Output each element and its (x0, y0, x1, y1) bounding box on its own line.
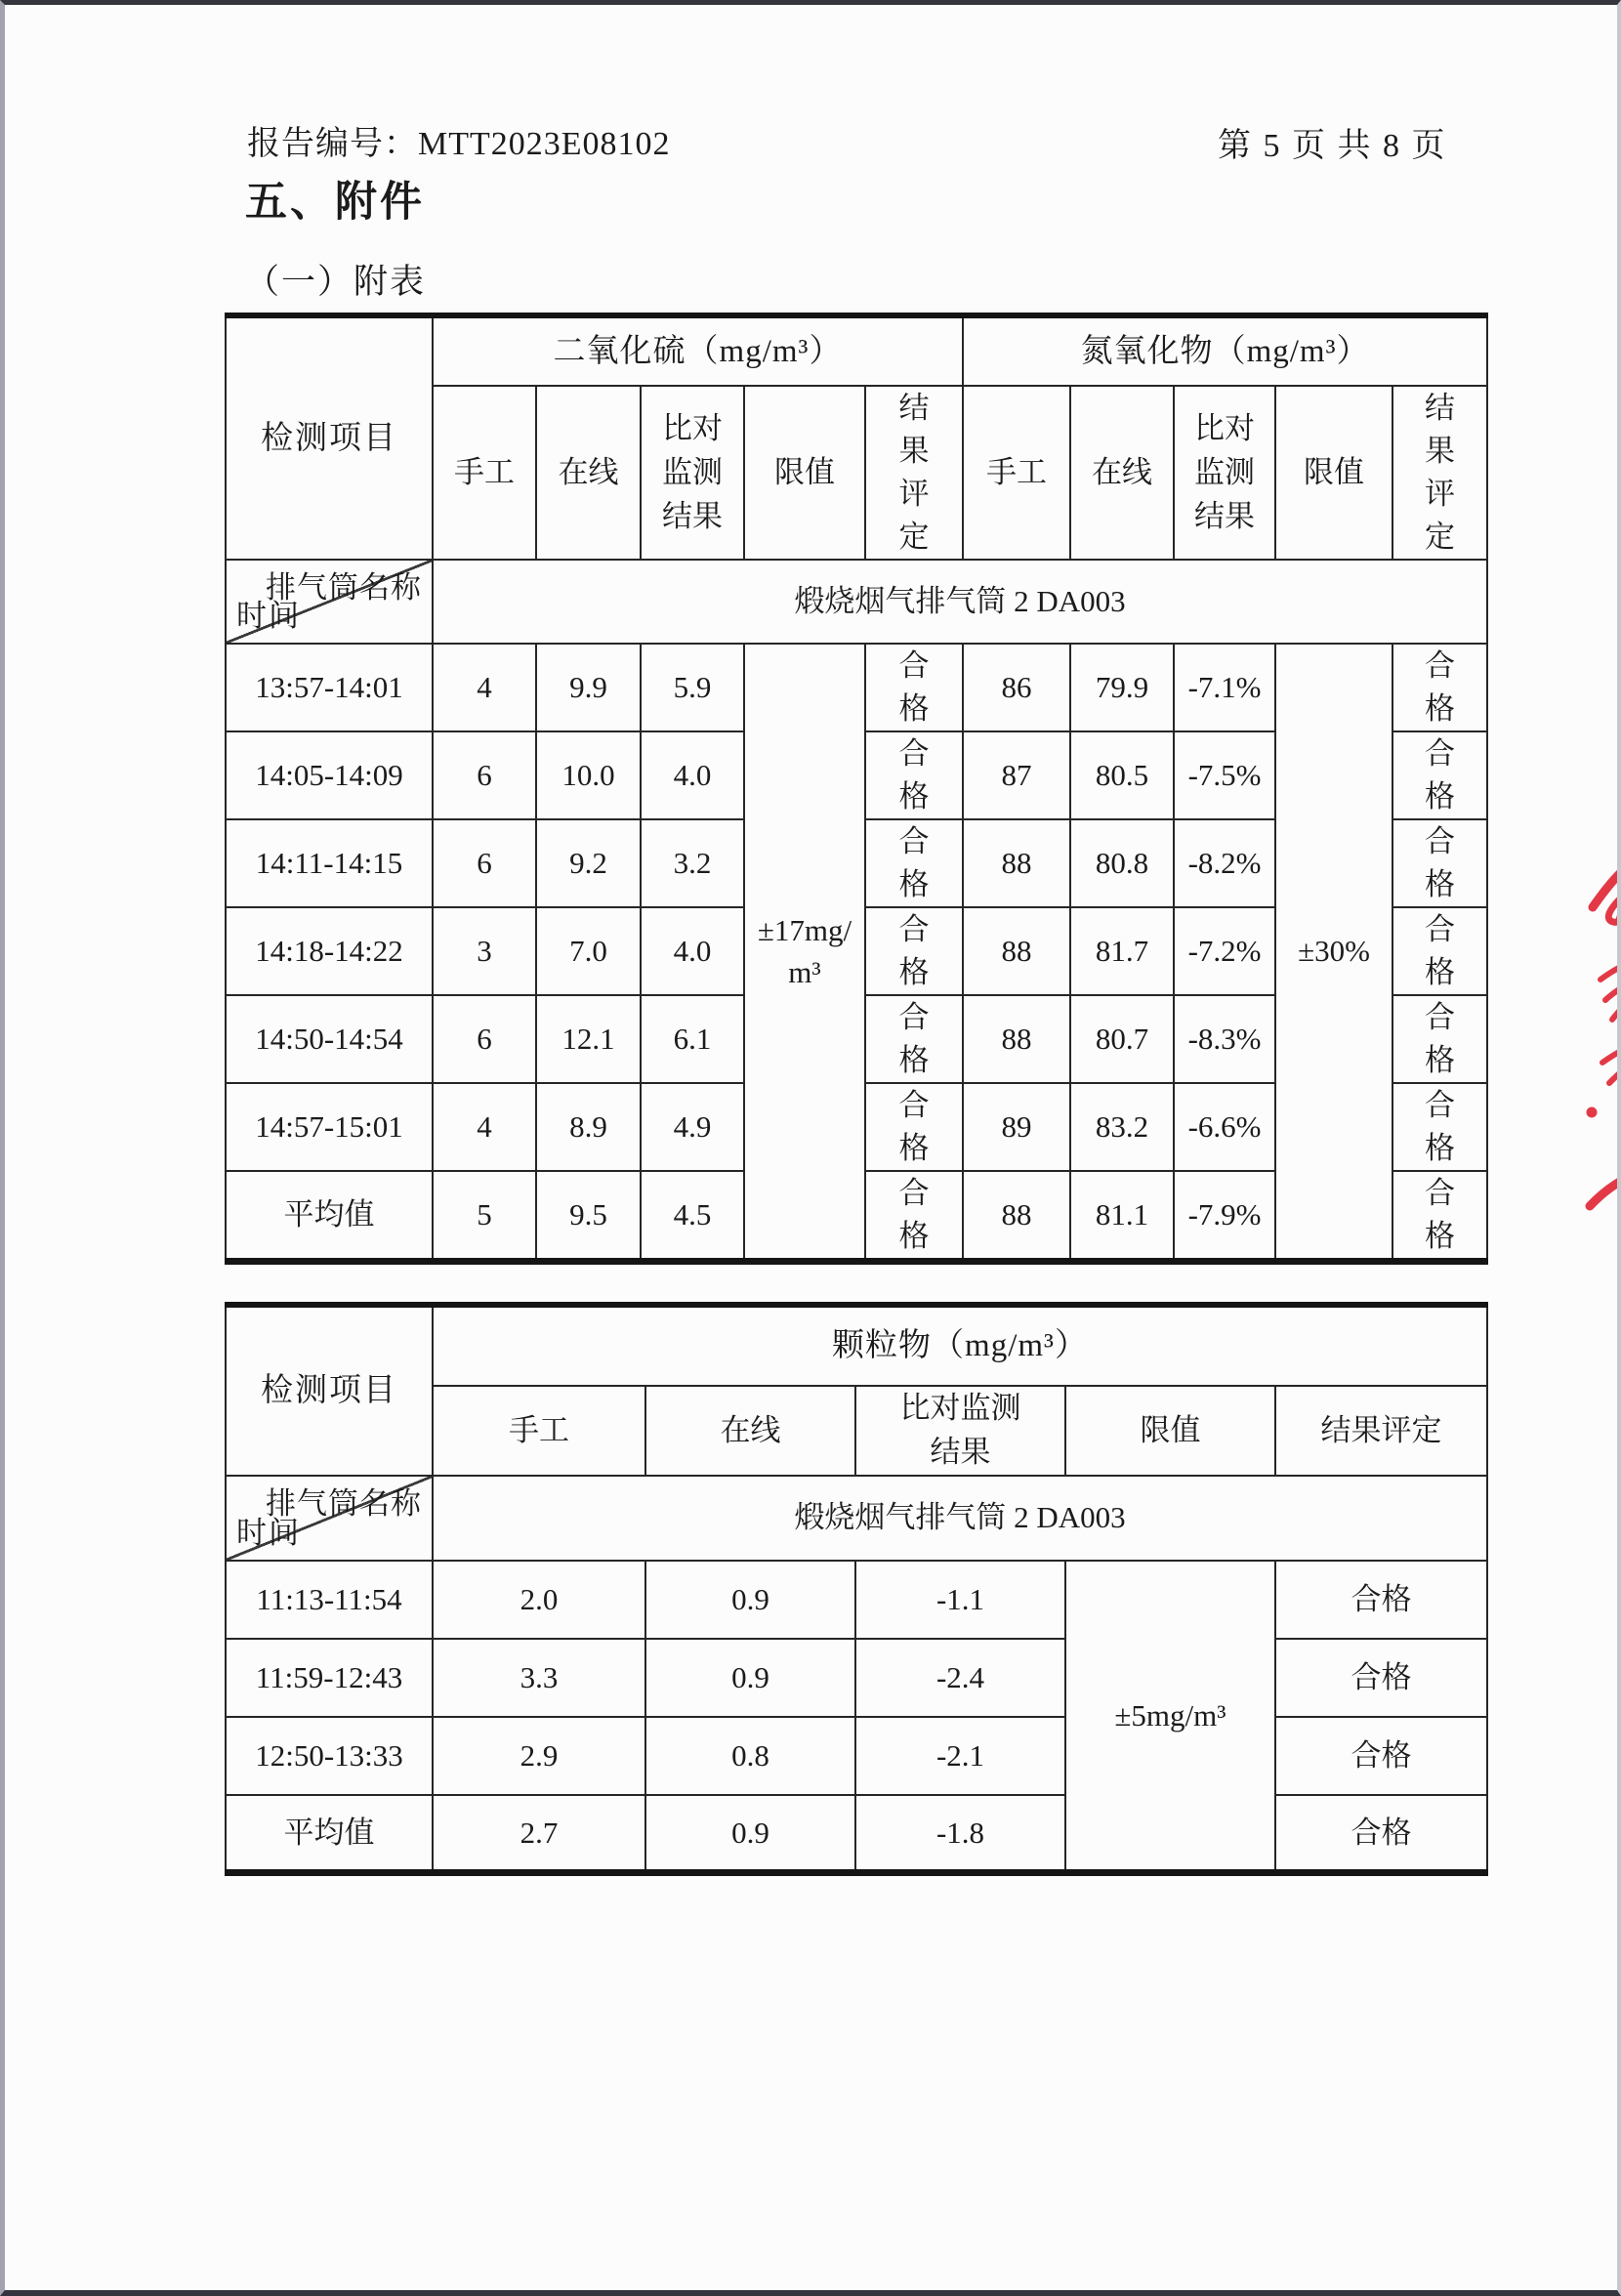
table-row (226, 1305, 1487, 1386)
col-header-manual: 手工 (433, 1386, 645, 1476)
cell-result: 合格 (1275, 1795, 1487, 1873)
cell-time: 13:57-14:01 (226, 644, 433, 731)
result-label: 合格 (1425, 824, 1456, 902)
cell-so2-result (865, 1083, 963, 1171)
result-label: 合格 (898, 912, 930, 990)
corner-label-stack-name: 排气筒名称 (266, 1485, 422, 1521)
cell-manual: 2.7 (433, 1795, 645, 1873)
col-header-result-label: 结果评定 (898, 391, 930, 555)
cell-diff: -2.1 (855, 1717, 1065, 1795)
cell-nox-online: 83.2 (1070, 1083, 1174, 1171)
cell-nox-online: 80.8 (1070, 819, 1174, 907)
item-header-cell: 检测项目 (226, 1305, 433, 1476)
result-label: 合格 (1425, 648, 1456, 727)
cell-nox-manual: 88 (963, 907, 1070, 995)
table-row (226, 1717, 1487, 1795)
stack-name-cell: 煅烧烟气排气筒 2 DA003 (433, 1476, 1487, 1561)
col-header-limit: 限值 (1275, 386, 1392, 560)
cell-so2-online: 9.9 (536, 644, 641, 731)
report-number: 报告编号：MTT2023E08102 (247, 126, 671, 162)
col-header-compare-label: 比对监测结果 (899, 1391, 1021, 1469)
cell-so2-result (865, 907, 963, 995)
result-label: 合格 (898, 648, 930, 727)
cell-so2-result (865, 995, 963, 1083)
cell-so2-manual: 5 (433, 1171, 536, 1262)
corner-diagonal-cell (226, 560, 433, 644)
result-label: 合格 (898, 824, 930, 902)
col-header-online: 在线 (536, 386, 641, 560)
corner-label-time: 时间 (236, 1516, 301, 1551)
cell-so2-online: 7.0 (536, 907, 641, 995)
stack-name-cell: 煅烧烟气排气筒 2 DA003 (433, 560, 1487, 644)
cell-manual: 2.0 (433, 1561, 645, 1639)
table-row (226, 1639, 1487, 1717)
result-label: 合格 (1425, 1088, 1456, 1166)
pm-group-header: 颗粒物（mg/m³） (433, 1305, 1487, 1386)
cell-online: 0.9 (645, 1795, 855, 1873)
cell-so2-diff: 4.0 (641, 731, 744, 819)
particulate-monitoring-table (225, 1302, 1488, 1876)
cell-result: 合格 (1275, 1561, 1487, 1639)
cell-online: 0.9 (645, 1639, 855, 1717)
corner-label-stack-name: 排气筒名称 (266, 570, 422, 605)
col-header-manual: 手工 (433, 386, 536, 560)
red-stamp-mark (1561, 860, 1621, 1243)
cell-nox-manual: 88 (963, 819, 1070, 907)
cell-time: 14:50-14:54 (226, 995, 433, 1083)
col-header-compare (641, 386, 744, 560)
section-title: 五、附件 (245, 180, 425, 226)
table-row (226, 644, 1487, 731)
page-number-info: 第 5 页 共 8 页 (1218, 128, 1447, 164)
cell-so2-diff: 4.0 (641, 907, 744, 995)
cell-manual: 2.9 (433, 1717, 645, 1795)
cell-nox-manual: 86 (963, 644, 1070, 731)
result-label: 合格 (898, 1088, 930, 1166)
cell-time: 平均值 (226, 1795, 433, 1873)
cell-so2-diff: 6.1 (641, 995, 744, 1083)
col-header-result: 结果评定 (1275, 1386, 1487, 1476)
result-label: 合格 (1425, 1000, 1456, 1078)
cell-time: 12:50-13:33 (226, 1717, 433, 1795)
cell-manual: 3.3 (433, 1639, 645, 1717)
cell-so2-online: 9.5 (536, 1171, 641, 1262)
cell-result: 合格 (1275, 1639, 1487, 1717)
cell-so2-online: 8.9 (536, 1083, 641, 1171)
col-header-online: 在线 (645, 1386, 855, 1476)
table-row (226, 1476, 1487, 1561)
cell-nox-diff: -7.5% (1174, 731, 1275, 819)
cell-time: 11:13-11:54 (226, 1561, 433, 1639)
cell-nox-manual: 88 (963, 1171, 1070, 1262)
col-header-compare-label: 比对监测结果 (1194, 410, 1256, 533)
so2-limit-value: ±17mg/m³ (757, 912, 852, 990)
cell-diff: -2.4 (855, 1639, 1065, 1717)
cell-nox-online: 81.7 (1070, 907, 1174, 995)
cell-so2-manual: 3 (433, 907, 536, 995)
cell-nox-result (1392, 995, 1487, 1083)
cell-nox-diff: -6.6% (1174, 1083, 1275, 1171)
cell-online: 0.8 (645, 1717, 855, 1795)
cell-nox-result (1392, 1171, 1487, 1262)
col-header-manual: 手工 (963, 386, 1070, 560)
cell-so2-result (865, 819, 963, 907)
cell-so2-manual: 4 (433, 644, 536, 731)
cell-nox-result (1392, 644, 1487, 731)
cell-so2-result (865, 644, 963, 731)
col-header-result (865, 386, 963, 560)
cell-nox-manual: 87 (963, 731, 1070, 819)
so2-group-header: 二氧化硫（mg/m³） (433, 315, 963, 386)
cell-online: 0.9 (645, 1561, 855, 1639)
cell-so2-online: 10.0 (536, 731, 641, 819)
cell-diff: -1.1 (855, 1561, 1065, 1639)
cell-time: 14:11-14:15 (226, 819, 433, 907)
nox-group-header: 氮氧化物（mg/m³） (963, 315, 1487, 386)
item-header-cell: 检测项目 (226, 315, 433, 560)
cell-nox-diff: -8.3% (1174, 995, 1275, 1083)
cell-so2-diff: 3.2 (641, 819, 744, 907)
corner-label-time: 时间 (236, 599, 301, 634)
result-label: 合格 (898, 1000, 930, 1078)
table-row (226, 315, 1487, 386)
result-label: 合格 (1425, 1176, 1456, 1254)
cell-nox-diff: -7.1% (1174, 644, 1275, 731)
cell-nox-manual: 88 (963, 995, 1070, 1083)
cell-so2-manual: 4 (433, 1083, 536, 1171)
cell-so2-diff: 5.9 (641, 644, 744, 731)
cell-nox-result (1392, 907, 1487, 995)
cell-so2-manual: 6 (433, 995, 536, 1083)
cell-so2-online: 9.2 (536, 819, 641, 907)
cell-nox-result (1392, 819, 1487, 907)
pm-limit-cell: ±5mg/m³ (1065, 1561, 1275, 1873)
cell-nox-online: 80.5 (1070, 731, 1174, 819)
cell-so2-result (865, 731, 963, 819)
col-header-result (1392, 386, 1487, 560)
cell-nox-diff: -7.2% (1174, 907, 1275, 995)
cell-result: 合格 (1275, 1717, 1487, 1795)
col-header-limit: 限值 (1065, 1386, 1275, 1476)
col-header-compare-label: 比对监测结果 (662, 410, 723, 533)
cell-nox-diff: -8.2% (1174, 819, 1275, 907)
result-label: 合格 (1425, 912, 1456, 990)
table-row (226, 560, 1487, 644)
table-row (226, 1561, 1487, 1639)
cell-so2-manual: 6 (433, 819, 536, 907)
nox-limit-cell: ±30% (1275, 644, 1392, 1262)
cell-nox-online: 80.7 (1070, 995, 1174, 1083)
cell-nox-manual: 89 (963, 1083, 1070, 1171)
cell-so2-result (865, 1171, 963, 1262)
corner-diagonal-cell (226, 1476, 433, 1561)
col-header-compare (1174, 386, 1275, 560)
cell-time: 14:57-15:01 (226, 1083, 433, 1171)
cell-time: 11:59-12:43 (226, 1639, 433, 1717)
cell-nox-diff: -7.9% (1174, 1171, 1275, 1262)
cell-diff: -1.8 (855, 1795, 1065, 1873)
cell-so2-manual: 6 (433, 731, 536, 819)
cell-time: 14:18-14:22 (226, 907, 433, 995)
col-header-limit: 限值 (744, 386, 865, 560)
cell-time: 平均值 (226, 1171, 433, 1262)
cell-so2-online: 12.1 (536, 995, 641, 1083)
so2-nox-monitoring-table (225, 313, 1488, 1265)
cell-time: 14:05-14:09 (226, 731, 433, 819)
cell-nox-online: 81.1 (1070, 1171, 1174, 1262)
col-header-compare (855, 1386, 1065, 1476)
cell-nox-online: 79.9 (1070, 644, 1174, 731)
col-header-result-label: 结果评定 (1425, 391, 1456, 555)
so2-limit-cell (744, 644, 865, 1262)
result-label: 合格 (898, 736, 930, 814)
cell-nox-result (1392, 1083, 1487, 1171)
col-header-online: 在线 (1070, 386, 1174, 560)
cell-so2-diff: 4.9 (641, 1083, 744, 1171)
result-label: 合格 (898, 1176, 930, 1254)
cell-nox-result (1392, 731, 1487, 819)
table-row (226, 1795, 1487, 1873)
result-label: 合格 (1425, 736, 1456, 814)
cell-so2-diff: 4.5 (641, 1171, 744, 1262)
subsection-title: （一）附表 (245, 263, 427, 301)
